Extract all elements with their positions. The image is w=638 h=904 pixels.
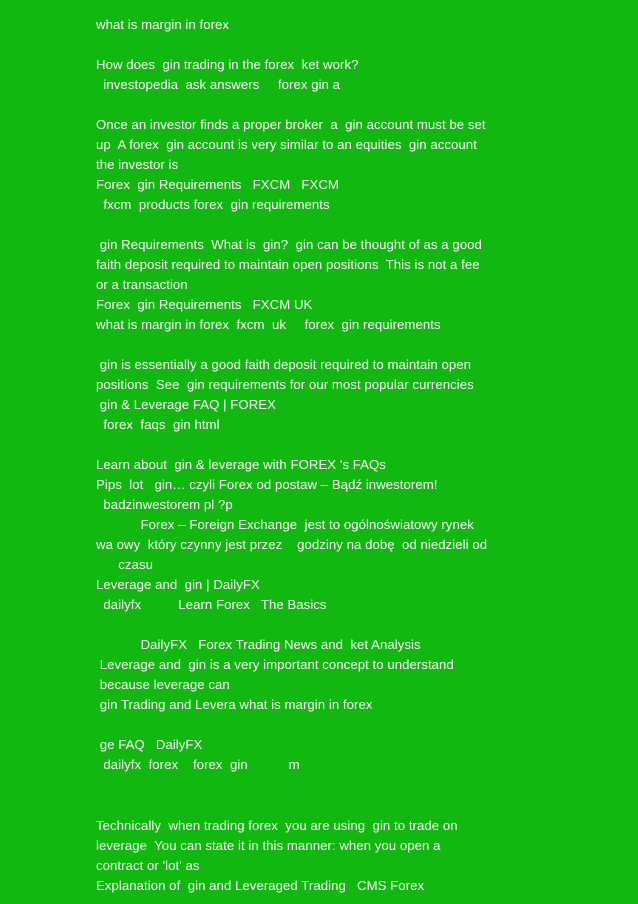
text-line-18: gin is essentially a good faith deposit required to maintain open — [96, 357, 471, 372]
text-line-26: Forex – Foreign Exchange jest to ogólnoświatowy rynek — [96, 517, 474, 532]
text-line-33: Leverage and gin is a very important concept to understand — [96, 657, 454, 672]
text-line-10: fxcm products forex gin requirements — [96, 197, 330, 212]
text-line-41: Technically when trading forex you are using gin to trade on — [96, 818, 458, 833]
text-line-38: dailyfx forex forex gin m — [96, 757, 300, 772]
text-line-1: what is margin in forex — [96, 17, 230, 32]
text-line-44: Explanation of gin and Leveraged Trading CMS Forex — [96, 878, 425, 893]
text-line-29: Leverage and gin | DailyFX — [96, 577, 260, 592]
text-line-12: gin Requirements What is gin? gin can be thought of as a good — [96, 237, 482, 252]
text-line-28: czasu — [96, 557, 153, 572]
text-line-7: up A forex gin account is very similar to an equities gin account — [96, 137, 477, 152]
text-line-37: ge FAQ DailyFX — [96, 737, 203, 752]
text-line-35: gin Trading and Levera what is margin in forex — [96, 697, 373, 712]
text-line-3: How does gin trading in the forex ket work? — [96, 57, 359, 72]
text-line-14: or a transaction — [96, 277, 188, 292]
text-line-15: Forex gin Requirements FXCM UK — [96, 297, 313, 312]
text-line-30: dailyfx Learn Forex The Basics — [96, 597, 327, 612]
text-line-9: Forex gin Requirements FXCM FXCM — [96, 177, 339, 192]
text-line-25: badzinwestorem pl ?p — [96, 497, 233, 512]
text-line-8: the investor is — [96, 157, 179, 172]
text-line-21: forex faqs gin html — [96, 417, 220, 432]
text-line-42: leverage You can state it in this manner: when you open a — [96, 838, 441, 853]
text-line-27: wa owy który czynny jest przez godziny na dobę od niedzieli od — [96, 537, 488, 552]
text-line-20: gin & Leverage FAQ | FOREX — [96, 397, 276, 412]
text-line-32: DailyFX Forex Trading News and ket Analysis — [96, 637, 421, 652]
text-line-13: faith deposit required to maintain open positions This is not a fee — [96, 257, 480, 272]
text-line-4: investopedia ask answers forex gin a — [96, 77, 341, 92]
text-line-43: contract or 'lot' as — [96, 858, 200, 873]
text-line-6: Once an investor finds a proper broker a gin account must be set — [96, 117, 486, 132]
text-line-19: positions See gin requirements for our most popular currencies — [96, 377, 474, 392]
text-line-23: Learn about gin & leverage with FOREX 's FAQs — [96, 457, 386, 472]
text-line-16: what is margin in forex fxcm uk forex gin requirements — [96, 317, 441, 332]
text-line-24: Pips lot gin… czyli Forex od postaw – Bądź inwestorem! — [96, 477, 438, 492]
text-line-34: because leverage can — [96, 677, 230, 692]
